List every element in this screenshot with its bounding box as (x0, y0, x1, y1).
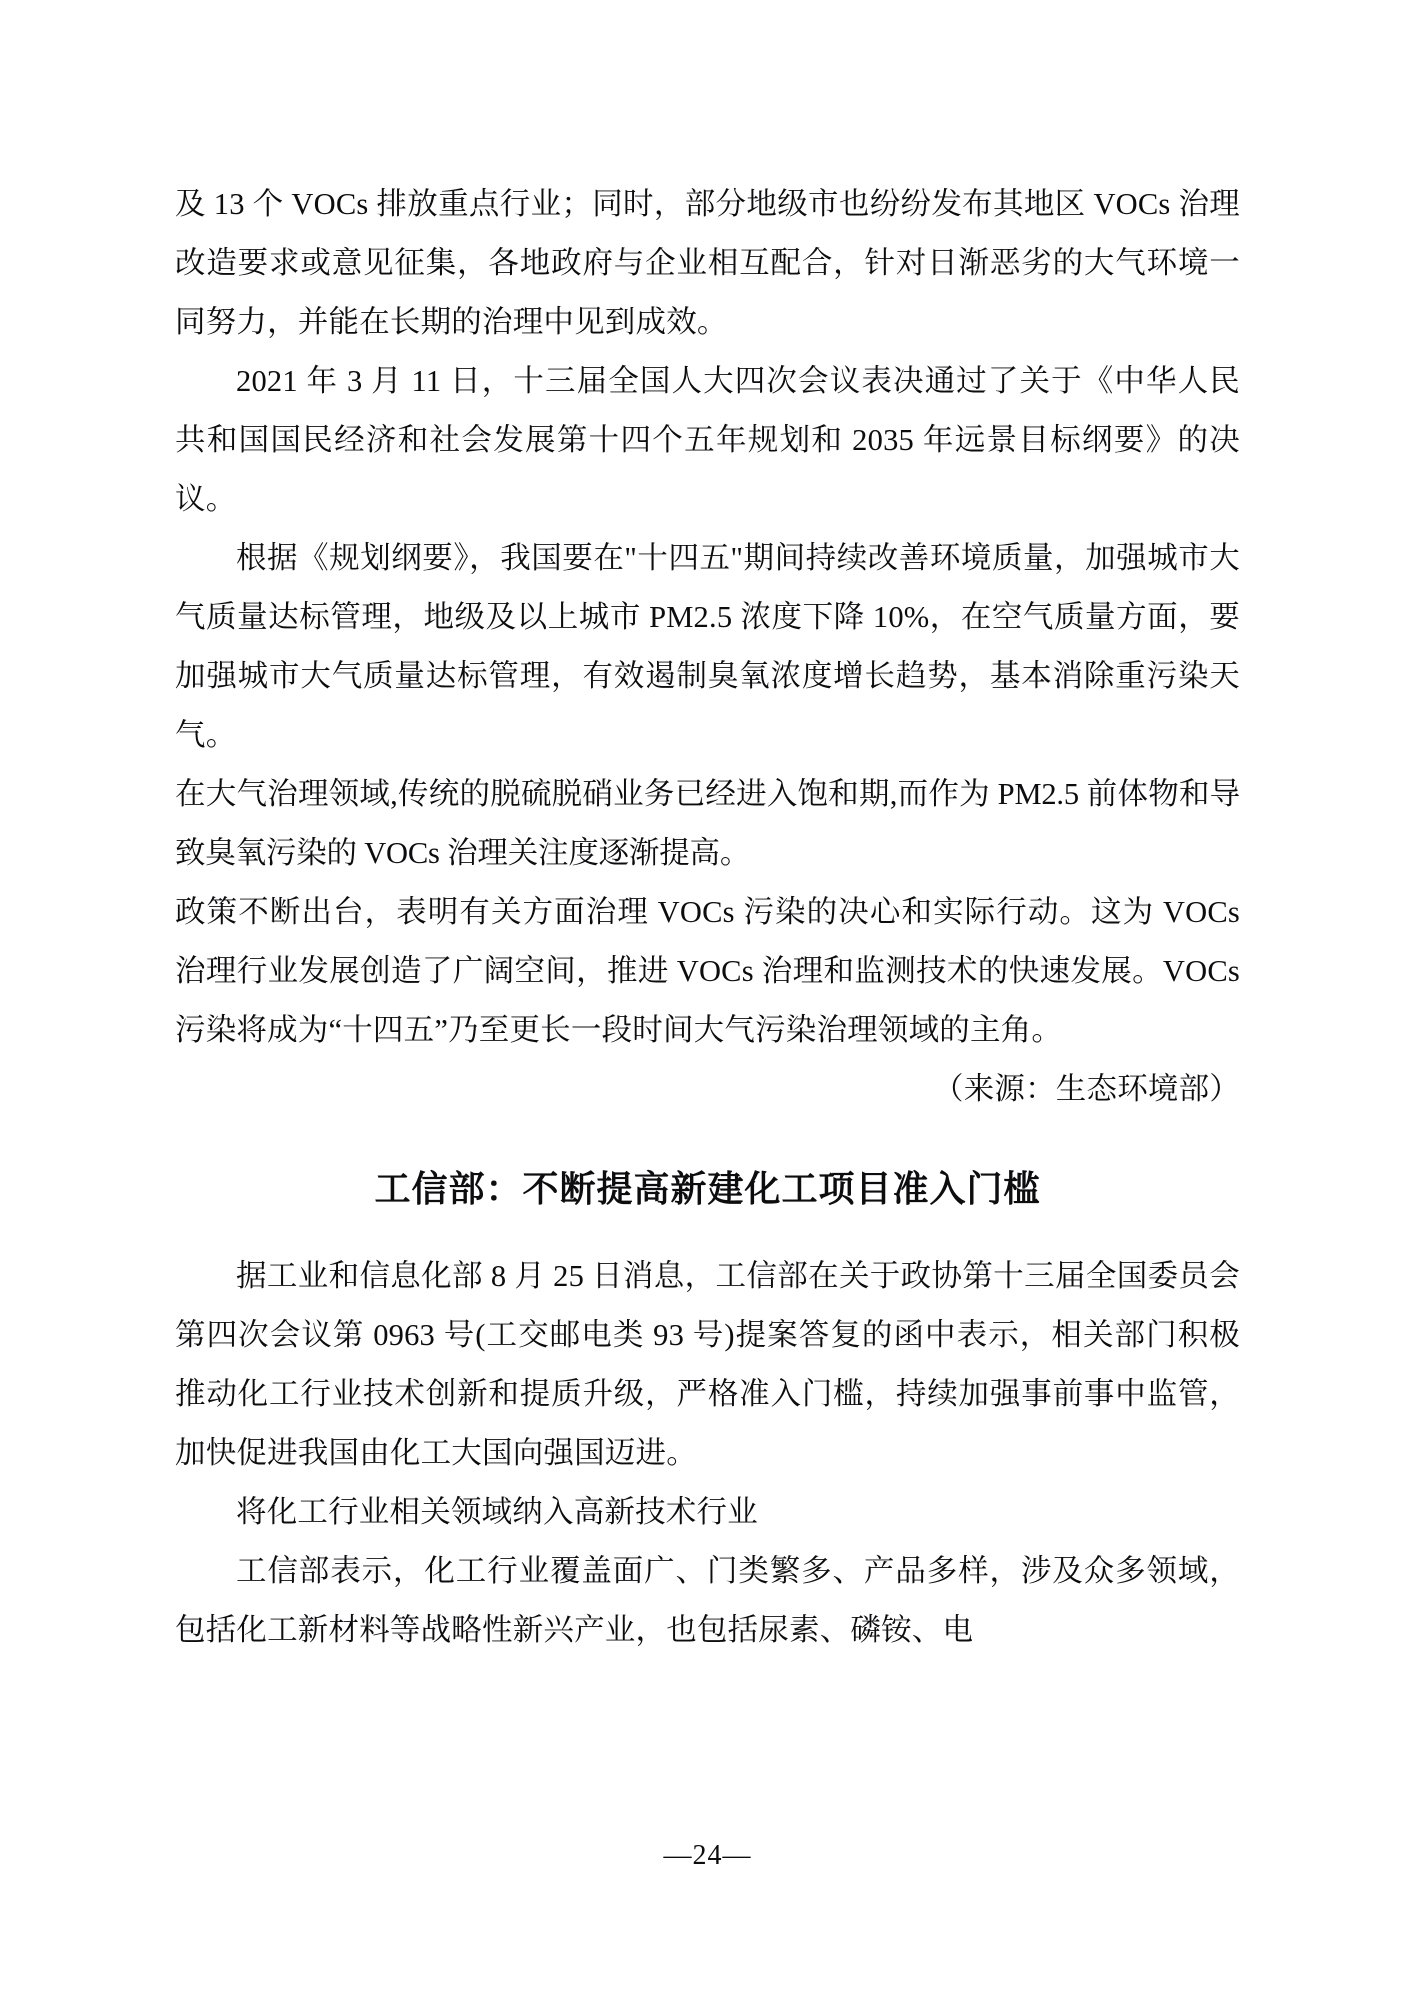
paragraph: 政策不断出台，表明有关方面治理 VOCs 污染的决心和实际行动。这为 VOCs 治理行业发展创造了广阔空间，推进 VOCs 治理和监测技术的快速发展。VOCs 污染将成为“十四五”乃至更长一段时间大气污染治理领域的主角。 (175, 895, 1240, 1047)
section-body (175, 1247, 1240, 1660)
page-number: —24— (663, 1840, 752, 1871)
source-note: （来源：生态环境部） (933, 1072, 1240, 1106)
paragraph: 2021 年 3 月 11 日，十三届全国人大四次会议表决通过了关于《中华人民共和国国民经济和社会发展第十四个五年规划和 2035 年远景目标纲要》的决议。 (175, 364, 1240, 516)
paragraph: 在大气治理领域,传统的脱硫脱硝业务已经进入饱和期,而作为 PM2.5 前体物和导致臭氧污染的 VOCs 治理关注度逐渐提高。 (175, 777, 1240, 870)
paragraph: 根据《规划纲要》，我国要在"十四五"期间持续改善环境质量，加强城市大气质量达标管理，地级及以上城市 PM2.5 浓度下降 10%，在空气质量方面，要加强城市大气质量达标管理，有效遏制臭氧浓度增长趋势，基本消除重污染天气。 (175, 541, 1240, 752)
section-title: 工信部：不断提高新建化工项目准入门槛 (374, 1168, 1041, 1210)
paragraph: 及 13 个 VOCs 排放重点行业；同时，部分地级市也纷纷发布其地区 VOCs 治理改造要求或意见征集，各地政府与企业相互配合，针对日渐恶劣的大气环境一同努力，并能在长期的治理中见到成效。 (175, 187, 1240, 339)
article-body (175, 175, 1240, 1119)
paragraph: 工信部表示，化工行业覆盖面广、门类繁多、产品多样，涉及众多领域，包括化工新材料等战略性新兴产业，也包括尿素、磷铵、电 (175, 1554, 1240, 1647)
paragraph: 据工业和信息化部 8 月 25 日消息，工信部在关于政协第十三届全国委员会第四次会议第 0963 号(工交邮电类 93 号)提案答复的函中表示，相关部门积极推动化工行业技术创新和提质升级，严格准入门槛，持续加强事前事中监管，加快促进我国由化工大国向强国迈进。 (175, 1259, 1240, 1470)
sub-heading: 将化工行业相关领域纳入高新技术行业 (236, 1495, 758, 1529)
